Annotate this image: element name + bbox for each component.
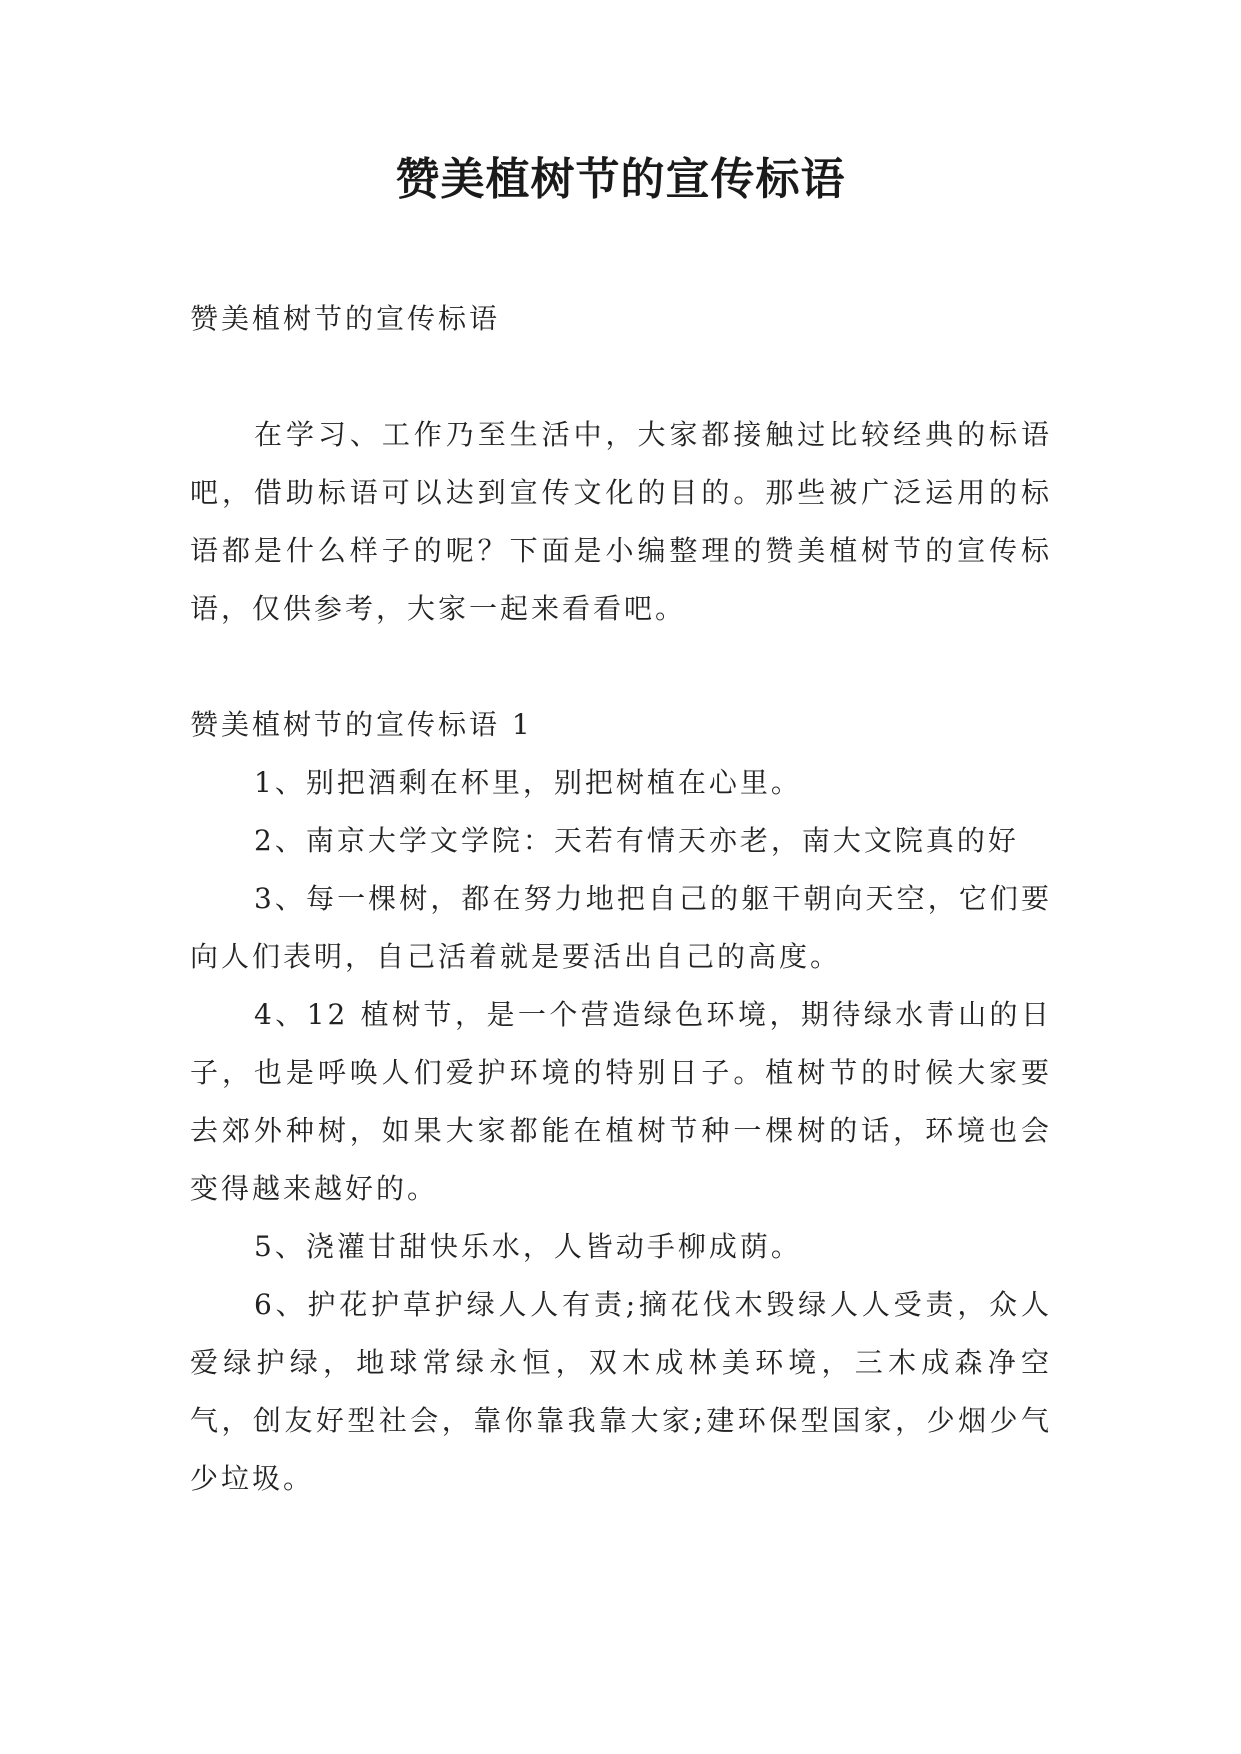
- slogan-item-3: 3、每一棵树，都在努力地把自己的躯干朝向天空，它们要向人们表明，自己活着就是要活出自己的高度。: [190, 882, 1052, 973]
- document-body: [190, 290, 1052, 1508]
- slogan-item-4: 4、12 植树节，是一个营造绿色环境，期待绿水青山的日子，也是呼唤人们爱护环境的特别日子。植树节的时候大家要去郊外种树，如果大家都能在植树节种一棵树的话，环境也会变得越来越好的。: [190, 998, 1052, 1205]
- slogan-item-6: 6、护花护草护绿人人有责;摘花伐木毁绿人人受责，众人爱绿护绿，地球常绿永恒，双木成林美环境，三木成森净空气，创友好型社会，靠你靠我靠大家;建环保型国家，少烟少气少垃圾。: [190, 1288, 1052, 1495]
- slogan-item-1: 1、别把酒剩在杯里，别把树植在心里。: [254, 766, 802, 799]
- document-subtitle: 赞美植树节的宣传标语: [190, 302, 501, 335]
- section-heading: 赞美植树节的宣传标语 1: [190, 708, 533, 741]
- slogan-item-2: 2、南京大学文学院：天若有情天亦老，南大文院真的好: [254, 824, 1019, 857]
- slogan-item-5: 5、浇灌甘甜快乐水，人皆动手柳成荫。: [254, 1230, 802, 1263]
- document-title: 赞美植树节的宣传标语: [395, 154, 846, 205]
- intro-paragraph: 在学习、工作乃至生活中，大家都接触过比较经典的标语吧，借助标语可以达到宣传文化的目的。那些被广泛运用的标语都是什么样子的呢？下面是小编整理的赞美植树节的宣传标语，仅供参考，大家一起来看看吧。: [190, 418, 1052, 625]
